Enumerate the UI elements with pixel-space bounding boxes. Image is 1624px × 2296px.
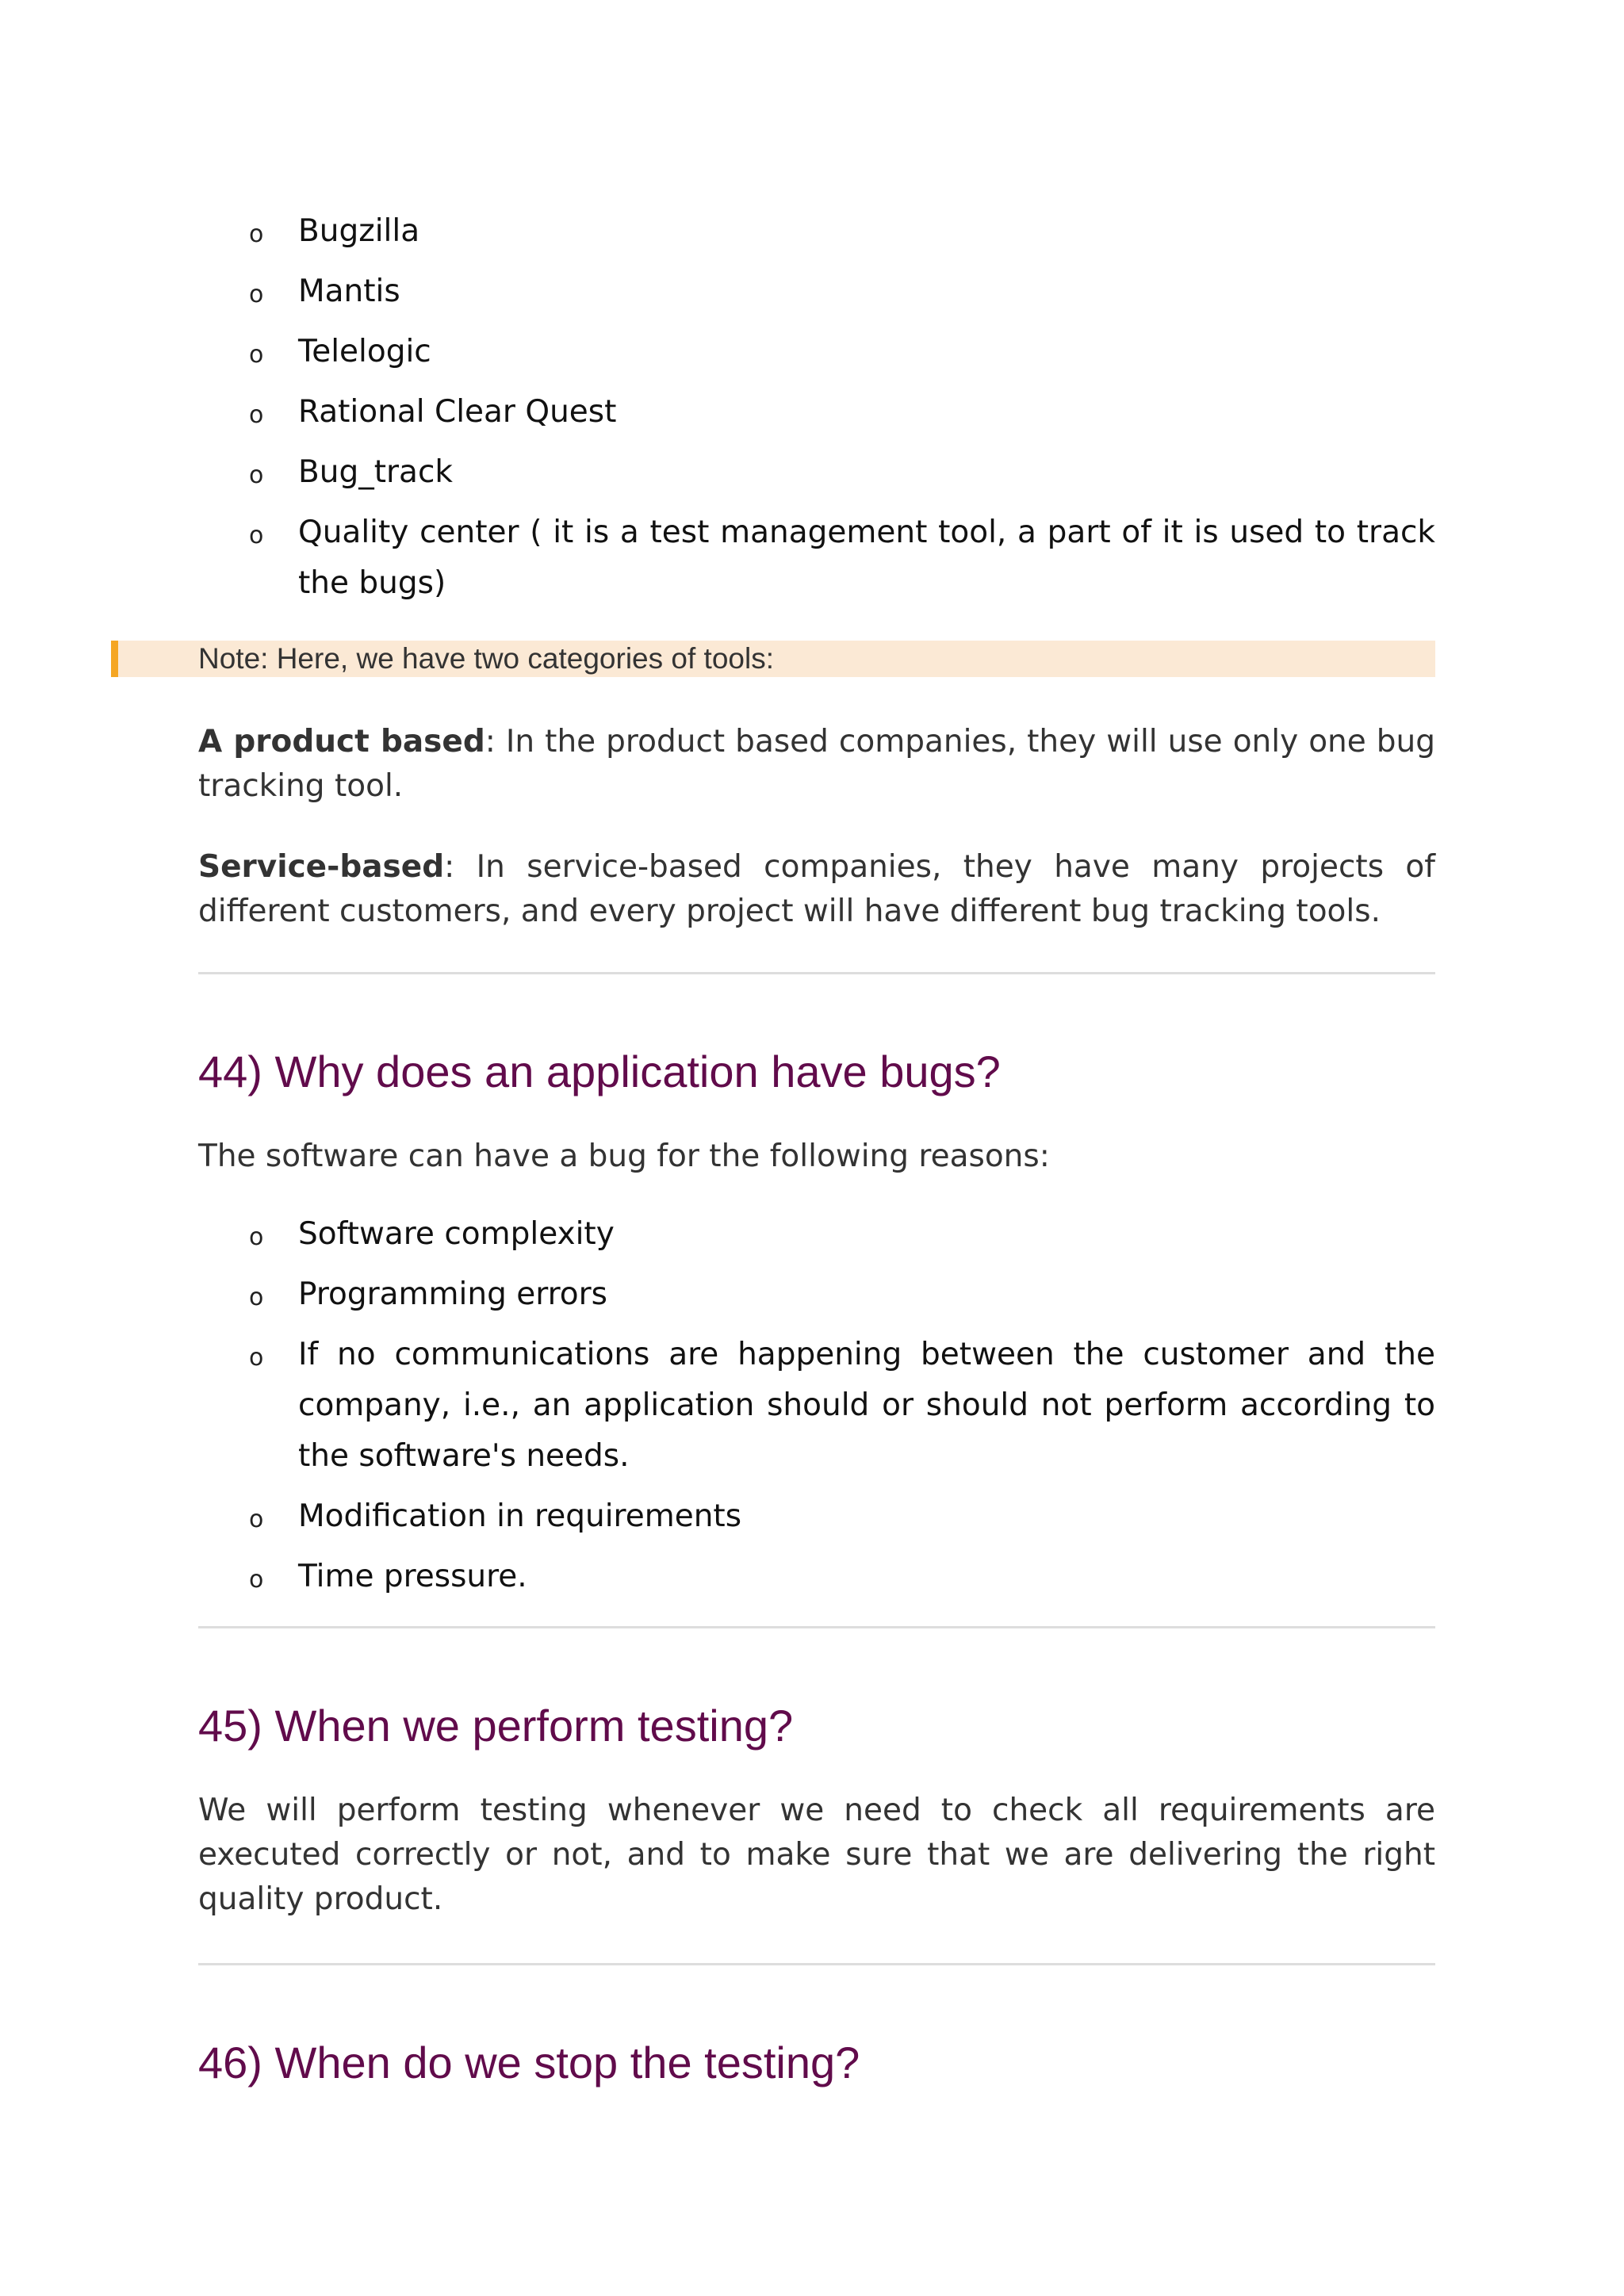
section-divider (198, 1626, 1435, 1628)
list-item-text: Software complexity (298, 1216, 615, 1252)
list-item-text: If no communications are happening between the customer and the company, i.e., an application should or should not perform according to the software's needs. (298, 1337, 1435, 1474)
service-based-text: : In service-based companies, they have many projects of different customers, and every project will have different bug tracking tools. (198, 849, 1435, 929)
circle-bullet-icon: o (249, 341, 264, 369)
list-item (198, 1491, 1435, 1542)
list-item (198, 447, 1435, 498)
list-item (198, 327, 1435, 377)
circle-bullet-icon: o (249, 220, 264, 248)
page-content (198, 206, 1435, 2091)
list-item (198, 1269, 1435, 1320)
service-based-label: Service-based (198, 849, 445, 885)
section-divider (198, 972, 1435, 974)
bug-reasons-list (198, 1209, 1435, 1602)
list-item-text: Bugzilla (298, 213, 420, 249)
circle-bullet-icon: o (249, 1223, 264, 1251)
circle-bullet-icon: o (249, 281, 264, 308)
product-based-label: A product based (198, 724, 485, 760)
question-46-heading: 46) When do we stop the testing? (198, 2038, 860, 2087)
product-based-paragraph (198, 720, 1435, 809)
circle-bullet-icon: o (249, 401, 264, 429)
list-item-text: Programming errors (298, 1276, 607, 1312)
circle-bullet-icon: o (249, 522, 264, 549)
list-item (198, 1330, 1435, 1482)
service-based-paragraph (198, 845, 1435, 934)
circle-bullet-icon: o (249, 1284, 264, 1311)
note-callout (111, 641, 1435, 677)
list-item (198, 1552, 1435, 1602)
list-item (198, 206, 1435, 257)
list-item (198, 266, 1435, 317)
note-accent-bar (111, 641, 118, 677)
list-item-text: Modification in requirements (298, 1498, 742, 1534)
question-44-intro: The software can have a bug for the following reasons: (198, 1138, 1050, 1174)
question-44-heading: 44) Why does an application have bugs? (198, 1047, 1001, 1096)
list-item-text: Bug_track (298, 454, 453, 490)
list-item (198, 1209, 1435, 1260)
list-item-text: Telelogic (298, 334, 431, 369)
question-45-answer: We will perform testing whenever we need to check all requirements are executed correctly or not, and to make sure that we are delivering the right quality product. (198, 1793, 1435, 1917)
section-divider (198, 1963, 1435, 1965)
list-item-text: Rational Clear Quest (298, 394, 617, 430)
list-item-text: Time pressure. (298, 1559, 527, 1594)
circle-bullet-icon: o (249, 1506, 264, 1533)
circle-bullet-icon: o (249, 461, 264, 489)
product-based-text: : In the product based companies, they will use only one bug tracking tool. (198, 724, 1436, 804)
list-item (198, 387, 1435, 438)
circle-bullet-icon: o (249, 1566, 264, 1594)
note-text: Note: Here, we have two categories of tools: (198, 642, 774, 675)
circle-bullet-icon: o (249, 1344, 264, 1372)
list-item (198, 507, 1435, 609)
question-45-heading: 45) When we perform testing? (198, 1701, 794, 1751)
list-item-text: Quality center ( it is a test management tool, a part of it is used to track the bugs) (298, 515, 1435, 601)
list-item-text: Mantis (298, 274, 400, 309)
bug-tracking-tools-list (198, 206, 1435, 609)
